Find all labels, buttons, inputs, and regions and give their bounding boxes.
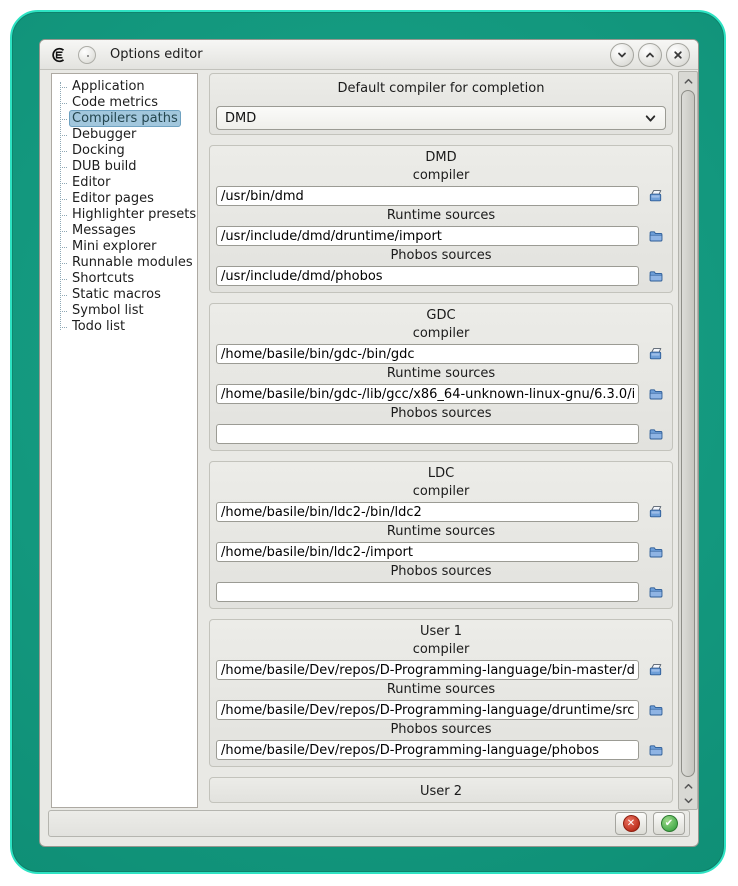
compiler-label: compiler	[412, 642, 470, 657]
phobos-sources-input[interactable]	[216, 740, 639, 760]
open-folder-button[interactable]	[644, 740, 666, 760]
open-folder-button[interactable]	[644, 424, 666, 444]
runtime-sources-label: Runtime sources	[386, 208, 496, 223]
compiler-path-input[interactable]	[216, 344, 639, 364]
runtime-sources-label: Runtime sources	[386, 524, 496, 539]
compiler-path-row	[216, 502, 666, 522]
open-file-button[interactable]	[644, 344, 666, 364]
phobos-sources-row	[216, 582, 666, 602]
open-folder-button[interactable]	[644, 226, 666, 246]
compiler-path-input[interactable]	[216, 186, 639, 206]
roll-down-button[interactable]	[610, 43, 634, 67]
compiler-path-row	[216, 344, 666, 364]
footer-bar	[48, 810, 690, 837]
accept-button[interactable]	[653, 812, 685, 835]
open-folder-icon	[647, 386, 664, 402]
scroll-up-button-bottom[interactable]	[679, 779, 697, 793]
scrollbar-thumb[interactable]	[681, 90, 695, 777]
sidebar-item-compilers-paths[interactable]: Compilers paths	[52, 111, 197, 127]
phobos-sources-label: Phobos sources	[390, 248, 492, 263]
runtime-sources-row	[216, 542, 666, 562]
roll-up-button[interactable]	[638, 43, 662, 67]
sidebar-item-todo-list[interactable]: Todo list	[52, 319, 197, 335]
open-file-icon	[647, 346, 664, 362]
compiler-label: compiler	[412, 168, 470, 183]
phobos-sources-input[interactable]	[216, 424, 639, 444]
open-folder-icon	[647, 426, 664, 442]
phobos-sources-input[interactable]	[216, 266, 639, 286]
phobos-sources-row	[216, 424, 666, 444]
sidebar-item-code-metrics[interactable]: Code metrics	[52, 95, 197, 111]
sidebar-item-static-macros[interactable]: Static macros	[52, 287, 197, 303]
default-compiler-select[interactable]	[216, 106, 666, 130]
compiler-path-row	[216, 660, 666, 680]
compiler-group-gdc	[209, 303, 673, 451]
open-folder-button[interactable]	[644, 384, 666, 404]
group-title: GDC	[426, 308, 456, 323]
open-file-icon	[647, 504, 664, 520]
open-folder-icon	[647, 544, 664, 560]
sidebar-item-debugger[interactable]: Debugger	[52, 127, 197, 143]
runtime-sources-input[interactable]	[216, 542, 639, 562]
category-list	[51, 73, 198, 808]
open-folder-button[interactable]	[644, 582, 666, 602]
runtime-sources-row	[216, 700, 666, 720]
open-folder-button[interactable]	[644, 266, 666, 286]
accept-check-icon: ✔	[661, 815, 678, 832]
group-title: User 1	[419, 624, 463, 639]
close-button[interactable]	[666, 43, 690, 67]
chevron-down-icon	[683, 795, 694, 806]
sidebar-item-application[interactable]: Application	[52, 79, 197, 95]
open-folder-icon	[647, 742, 664, 758]
coedit-logo-icon	[48, 46, 68, 64]
runtime-sources-row	[216, 384, 666, 404]
compiler-path-input[interactable]	[216, 660, 639, 680]
compiler-group-user1	[209, 619, 673, 767]
chevron-up-icon	[683, 76, 694, 87]
group-title: User 2	[419, 784, 463, 799]
open-file-button[interactable]	[644, 186, 666, 206]
vertical-scrollbar[interactable]	[678, 71, 698, 810]
chevron-down-icon	[644, 112, 657, 125]
group-title: Default compiler for completion	[337, 81, 545, 96]
runtime-sources-input[interactable]	[216, 226, 639, 246]
compiler-label: compiler	[412, 484, 470, 499]
phobos-sources-label: Phobos sources	[390, 722, 492, 737]
runtime-sources-input[interactable]	[216, 700, 639, 720]
close-icon	[672, 49, 684, 61]
open-folder-icon	[647, 228, 664, 244]
chevron-down-icon	[616, 49, 628, 61]
open-folder-icon	[647, 268, 664, 284]
sidebar-item-shortcuts[interactable]: Shortcuts	[52, 271, 197, 287]
group-title: LDC	[427, 466, 455, 481]
sidebar-item-symbol-list[interactable]: Symbol list	[52, 303, 197, 319]
phobos-sources-input[interactable]	[216, 582, 639, 602]
scroll-down-button[interactable]	[679, 793, 697, 807]
sidebar-item-editor[interactable]: Editor	[52, 175, 197, 191]
compiler-group-ldc	[209, 461, 673, 609]
open-file-icon	[647, 188, 664, 204]
window-menu-button[interactable]	[78, 46, 96, 64]
options-editor-window	[39, 39, 699, 847]
phobos-sources-row	[216, 740, 666, 760]
open-file-button[interactable]	[644, 502, 666, 522]
runtime-sources-label: Runtime sources	[386, 682, 496, 697]
sidebar-item-highlighter-presets[interactable]: Highlighter presets	[52, 207, 197, 223]
sidebar-item-editor-pages[interactable]: Editor pages	[52, 191, 197, 207]
phobos-sources-label: Phobos sources	[390, 564, 492, 579]
compiler-label: compiler	[412, 326, 470, 341]
compiler-path-row	[216, 186, 666, 206]
selected-compiler: DMD	[225, 110, 257, 126]
runtime-sources-input[interactable]	[216, 384, 639, 404]
runtime-sources-label: Runtime sources	[386, 366, 496, 381]
compiler-path-input[interactable]	[216, 502, 639, 522]
sidebar-item-dub-build[interactable]: DUB build	[52, 159, 197, 175]
open-folder-icon	[647, 702, 664, 718]
scroll-up-button[interactable]	[679, 74, 697, 88]
titlebar[interactable]	[40, 40, 698, 70]
sidebar-item-mini-explorer[interactable]: Mini explorer	[52, 239, 197, 255]
default-compiler-group	[209, 73, 673, 135]
chevron-up-icon	[683, 781, 694, 792]
open-folder-button[interactable]	[644, 542, 666, 562]
window-title: Options editor	[110, 47, 203, 62]
phobos-sources-label: Phobos sources	[390, 406, 492, 421]
options-panel	[209, 73, 673, 808]
sidebar-item-messages[interactable]: Messages	[52, 223, 197, 239]
group-title: DMD	[425, 150, 457, 165]
cancel-cross-icon: ✕	[623, 815, 640, 832]
open-file-icon	[647, 662, 664, 678]
open-file-button[interactable]	[644, 660, 666, 680]
phobos-sources-row	[216, 266, 666, 286]
chevron-up-icon	[644, 49, 656, 61]
compiler-group-dmd	[209, 145, 673, 293]
sidebar-item-docking[interactable]: Docking	[52, 143, 197, 159]
cancel-button[interactable]	[615, 812, 647, 835]
open-folder-icon	[647, 584, 664, 600]
open-folder-button[interactable]	[644, 700, 666, 720]
app-frame	[10, 10, 726, 874]
compiler-group-user2	[209, 777, 673, 803]
runtime-sources-row	[216, 226, 666, 246]
sidebar-item-runnable-modules[interactable]: Runnable modules	[52, 255, 197, 271]
